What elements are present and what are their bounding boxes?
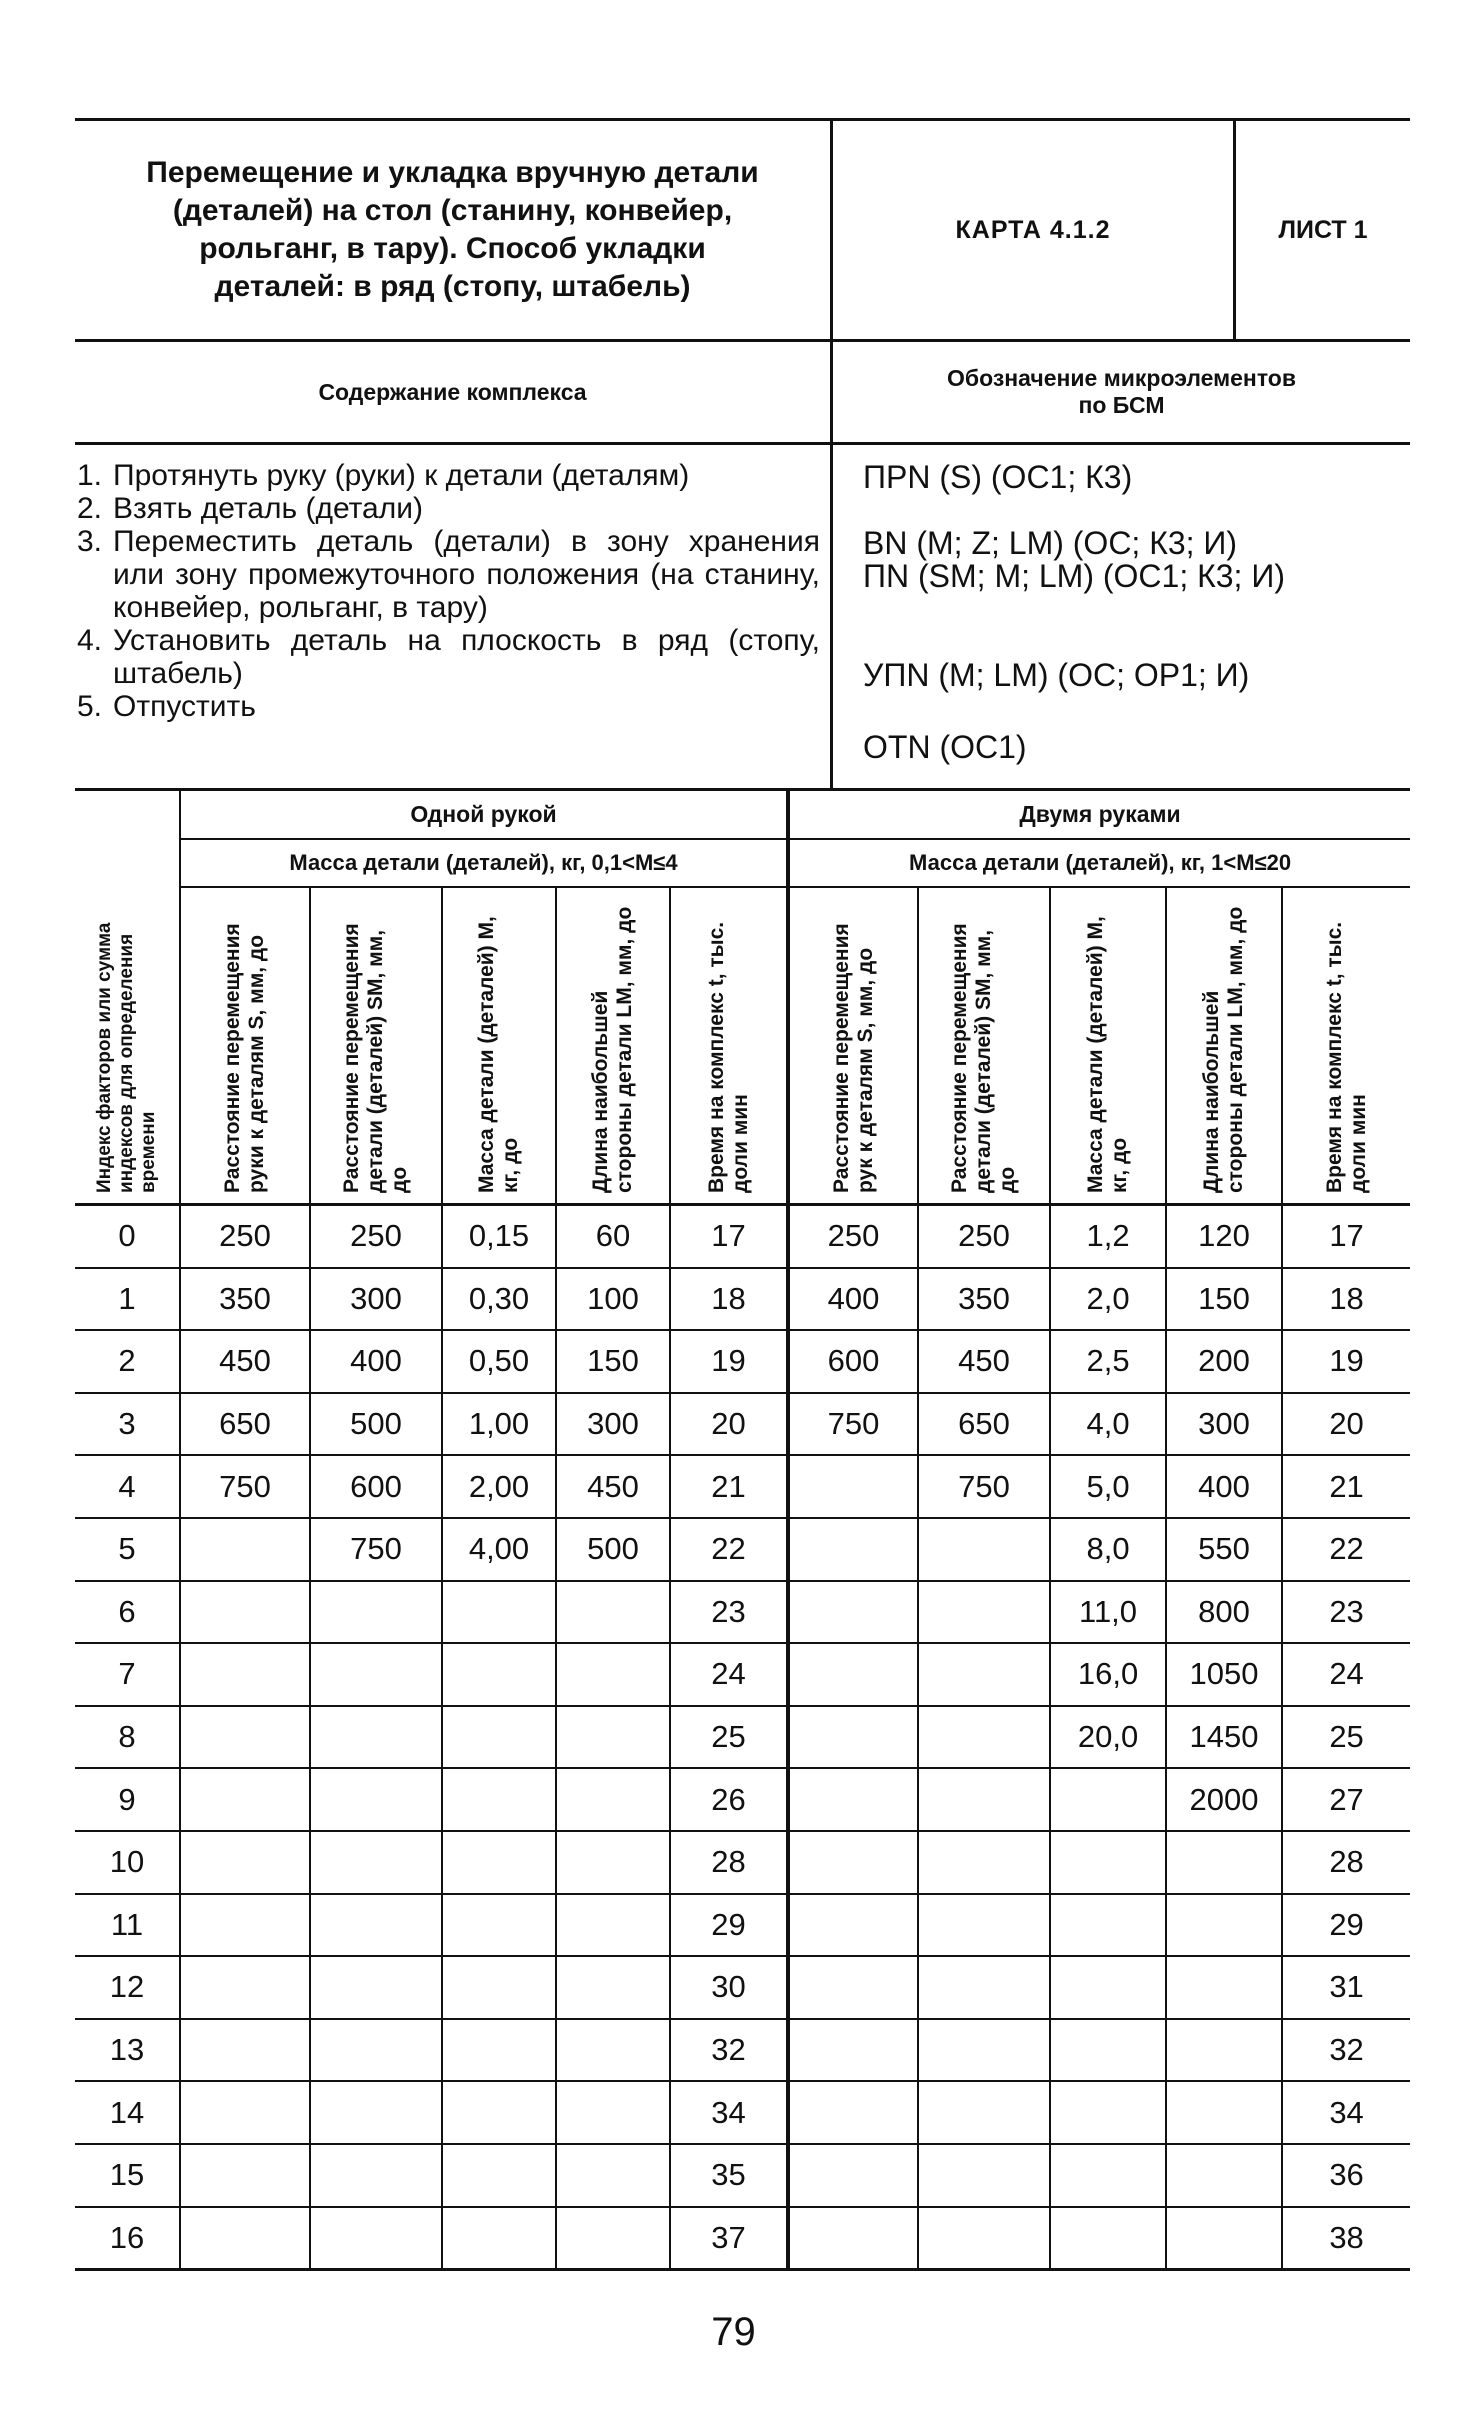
table-cell — [556, 1894, 670, 1957]
step-code: УПN (M; LM) (OC; OP1; И) — [863, 657, 1250, 693]
table-cell — [310, 1956, 442, 2019]
table-cell — [788, 1455, 918, 1518]
title-line: деталей: в ряд (стопу, штабель) — [214, 270, 691, 303]
table-cell — [1050, 1956, 1166, 2019]
table-cell: 19 — [1282, 1330, 1410, 1393]
table-row — [75, 1768, 1410, 1831]
table-cell: 60 — [556, 1205, 670, 1268]
table-cell — [180, 2019, 310, 2082]
column-header-text: Расстояние перемещения рук к деталям S, мм, до — [829, 923, 877, 1193]
table-cell: 34 — [1282, 2081, 1410, 2144]
table-row — [75, 2019, 1410, 2082]
table-cell — [788, 1831, 918, 1894]
table-cell: 450 — [180, 1330, 310, 1393]
table-cell — [310, 1581, 442, 1644]
table-cell: 32 — [1282, 2019, 1410, 2082]
table-cell: 0,15 — [442, 1205, 556, 1268]
table-cell: 38 — [1282, 2207, 1410, 2270]
table-cell: 350 — [180, 1268, 310, 1331]
table-cell — [1166, 1956, 1282, 2019]
table-cell: 27 — [1282, 1768, 1410, 1831]
step-item — [77, 690, 820, 723]
step-number: 4. — [77, 624, 103, 657]
title-line: рольганг, в тару). Способ укладки — [199, 232, 706, 265]
index-cell: 6 — [75, 1581, 180, 1644]
table-cell — [442, 1956, 556, 2019]
time-norms-table — [75, 788, 1410, 2271]
table-cell — [556, 1768, 670, 1831]
table-cell — [1166, 2019, 1282, 2082]
table-cell — [788, 1643, 918, 1706]
table-cell — [310, 2019, 442, 2082]
column-header — [918, 887, 1050, 1205]
table-cell: 34 — [670, 2081, 788, 2144]
table-cell — [442, 2019, 556, 2082]
table-cell: 31 — [1282, 1956, 1410, 2019]
index-cell: 15 — [75, 2144, 180, 2207]
table-cell — [180, 1956, 310, 2019]
table-cell: 750 — [180, 1455, 310, 1518]
table-cell: 1,00 — [442, 1393, 556, 1456]
table-cell: 250 — [180, 1205, 310, 1268]
table-cell — [788, 1518, 918, 1581]
table-cell — [442, 1643, 556, 1706]
table-cell — [918, 1894, 1050, 1957]
table-cell: 17 — [1282, 1205, 1410, 1268]
table-cell: 8,0 — [1050, 1518, 1166, 1581]
table-cell — [310, 2144, 442, 2207]
title-line: Перемещение и укладка вручную детали — [146, 156, 759, 189]
card-header — [75, 118, 1410, 339]
table-cell — [310, 1831, 442, 1894]
table-cell — [918, 1831, 1050, 1894]
table-cell: 18 — [670, 1268, 788, 1331]
column-header — [442, 887, 556, 1205]
table-cell — [180, 1518, 310, 1581]
table-cell — [180, 1894, 310, 1957]
table-row — [75, 2081, 1410, 2144]
table-cell — [180, 2144, 310, 2207]
steps-section — [75, 442, 1410, 788]
table-cell: 150 — [556, 1330, 670, 1393]
document-page — [75, 118, 1410, 2271]
table-cell: 100 — [556, 1268, 670, 1331]
column-header-text: Расстояние перемещения детали (деталей) SM, мм, до — [340, 923, 411, 1193]
content-heading: Содержание комплекса — [318, 378, 587, 405]
index-cell: 10 — [75, 1831, 180, 1894]
table-cell — [918, 2144, 1050, 2207]
table-cell — [310, 2207, 442, 2270]
table-cell: 1050 — [1166, 1643, 1282, 1706]
table-cell: 32 — [670, 2019, 788, 2082]
table-cell: 800 — [1166, 1581, 1282, 1644]
table-cell: 450 — [556, 1455, 670, 1518]
index-cell: 9 — [75, 1768, 180, 1831]
table-cell: 22 — [1282, 1518, 1410, 1581]
table-cell: 650 — [180, 1393, 310, 1456]
table-cell: 25 — [670, 1706, 788, 1769]
step-code: OTN (OC1) — [863, 729, 1027, 765]
table-cell: 35 — [670, 2144, 788, 2207]
table-cell — [1050, 2207, 1166, 2270]
table-cell: 2000 — [1166, 1768, 1282, 1831]
table-cell — [788, 2019, 918, 2082]
table-cell: 23 — [670, 1581, 788, 1644]
page-number: 79 — [711, 2310, 756, 2354]
table-cell — [310, 2081, 442, 2144]
index-cell: 1 — [75, 1268, 180, 1331]
table-cell: 350 — [918, 1268, 1050, 1331]
table-row — [75, 1455, 1410, 1518]
column-header-text: Масса детали (деталей) M, кг, до — [1084, 916, 1132, 1193]
table-cell — [1050, 2019, 1166, 2082]
table-cell: 25 — [1282, 1706, 1410, 1769]
step-text: Отпустить — [113, 690, 256, 723]
index-header-text: Индекс факторов или сумма индексов для определения времени — [94, 922, 159, 1193]
table-row — [75, 1956, 1410, 2019]
column-header-text: Расстояние перемещения руки к деталям S, мм, до — [221, 923, 268, 1193]
table-row — [75, 1330, 1410, 1393]
index-cell: 8 — [75, 1706, 180, 1769]
table-cell — [788, 1894, 918, 1957]
table-cell: 250 — [310, 1205, 442, 1268]
table-cell — [1166, 1894, 1282, 1957]
index-cell: 14 — [75, 2081, 180, 2144]
table-row — [75, 1581, 1410, 1644]
table-cell: 11,0 — [1050, 1581, 1166, 1644]
table-cell — [180, 2207, 310, 2270]
table-cell — [918, 1581, 1050, 1644]
table-cell: 150 — [1166, 1268, 1282, 1331]
table-cell: 600 — [788, 1330, 918, 1393]
table-cell — [788, 1581, 918, 1644]
index-cell: 12 — [75, 1956, 180, 2019]
subheader — [75, 339, 1410, 442]
table-cell: 24 — [1282, 1643, 1410, 1706]
index-cell: 5 — [75, 1518, 180, 1581]
codes-list — [833, 445, 1410, 788]
steps-list — [75, 445, 830, 788]
step-item — [77, 459, 820, 492]
table-row — [75, 1393, 1410, 1456]
step-item — [77, 492, 820, 525]
table-cell: 750 — [310, 1518, 442, 1581]
table-body — [75, 1205, 1410, 2270]
step-number: 2. — [77, 492, 103, 525]
column-header — [670, 887, 788, 1205]
column-header — [180, 887, 310, 1205]
step-number: 3. — [77, 525, 103, 558]
table-cell: 400 — [310, 1330, 442, 1393]
table-cell: 250 — [788, 1205, 918, 1268]
table-cell: 120 — [1166, 1205, 1282, 1268]
table-cell — [1166, 1831, 1282, 1894]
table-cell — [310, 1643, 442, 1706]
table-cell — [918, 1706, 1050, 1769]
table-cell — [180, 1581, 310, 1644]
table-cell — [1166, 2144, 1282, 2207]
table-cell: 500 — [556, 1518, 670, 1581]
table-row — [75, 1643, 1410, 1706]
step-code: BN (M; Z; LM) (OC; К3; И) — [863, 525, 1238, 561]
table-cell — [1166, 2207, 1282, 2270]
step-code: ПN (SM; M; LM) (OC1; К3; И) — [863, 558, 1285, 594]
column-header — [1282, 887, 1410, 1205]
table-cell — [310, 1768, 442, 1831]
mass-two-header: Масса детали (деталей), кг, 1<M≤20 — [788, 839, 1410, 887]
table-cell — [918, 1643, 1050, 1706]
table-cell: 21 — [670, 1455, 788, 1518]
table-cell — [556, 1956, 670, 2019]
step-code: ПРN (S) (ОС1; К3) — [863, 459, 1133, 495]
table-row — [75, 1268, 1410, 1331]
table-cell — [918, 1956, 1050, 2019]
table-cell: 28 — [1282, 1831, 1410, 1894]
table-cell: 750 — [788, 1393, 918, 1456]
step-text: Протянуть руку (руки) к детали (деталям) — [113, 459, 690, 492]
index-cell: 13 — [75, 2019, 180, 2082]
table-cell: 20,0 — [1050, 1706, 1166, 1769]
step-text: Взять деталь (детали) — [113, 492, 423, 525]
table-row — [75, 1831, 1410, 1894]
table-cell — [442, 1894, 556, 1957]
table-row — [75, 1894, 1410, 1957]
table-cell: 400 — [788, 1268, 918, 1331]
table-cell — [918, 2081, 1050, 2144]
table-cell: 20 — [1282, 1393, 1410, 1456]
table-cell: 26 — [670, 1768, 788, 1831]
column-header — [310, 887, 442, 1205]
codes-heading-line: по БСМ — [1078, 392, 1165, 418]
table-cell — [180, 2081, 310, 2144]
table-cell — [788, 2207, 918, 2270]
one-hand-header: Одной рукой — [180, 790, 788, 840]
table-row — [75, 2144, 1410, 2207]
table-cell: 500 — [310, 1393, 442, 1456]
codes-heading-line: Обозначение микроэлементов — [947, 365, 1296, 391]
table-cell: 4,0 — [1050, 1393, 1166, 1456]
table-cell — [556, 2207, 670, 2270]
table-cell: 18 — [1282, 1268, 1410, 1331]
table-row — [75, 1518, 1410, 1581]
table-cell: 0,30 — [442, 1268, 556, 1331]
step-item — [77, 525, 820, 624]
column-header-text: Длина наибольшей стороны детали LM, мм, до — [589, 906, 636, 1193]
table-cell — [556, 2144, 670, 2207]
column-header — [1166, 887, 1282, 1205]
step-text: Переместить деталь (детали) в зону хранения или зону промежуточного положения (на станину, конвейер, рольганг, в тару) — [113, 525, 820, 624]
table-cell: 5,0 — [1050, 1455, 1166, 1518]
table-cell — [442, 2144, 556, 2207]
table-cell — [442, 2207, 556, 2270]
table-cell — [442, 1831, 556, 1894]
table-cell: 2,0 — [1050, 1268, 1166, 1331]
table-cell: 650 — [918, 1393, 1050, 1456]
table-cell — [310, 1706, 442, 1769]
table-cell: 30 — [670, 1956, 788, 2019]
table-cell — [310, 1894, 442, 1957]
table-cell: 37 — [670, 2207, 788, 2270]
index-cell: 4 — [75, 1455, 180, 1518]
table-cell — [918, 1768, 1050, 1831]
table-cell — [442, 1768, 556, 1831]
table-cell: 21 — [1282, 1455, 1410, 1518]
table-cell: 23 — [1282, 1581, 1410, 1644]
title-line: (деталей) на стол (станину, конвейер, — [172, 194, 733, 227]
column-header-text: Длина наибольшей стороны детали LM, мм, до — [1200, 906, 1248, 1193]
table-cell: 550 — [1166, 1518, 1282, 1581]
index-cell: 7 — [75, 1643, 180, 1706]
table-cell: 19 — [670, 1330, 788, 1393]
table-cell — [1166, 2081, 1282, 2144]
table-row — [75, 1706, 1410, 1769]
table-cell: 20 — [670, 1393, 788, 1456]
table-cell: 28 — [670, 1831, 788, 1894]
table-cell: 600 — [310, 1455, 442, 1518]
table-cell — [556, 1831, 670, 1894]
column-header-text: Время на комплекс t, тыс. доли мин — [1322, 921, 1370, 1193]
table-cell: 400 — [1166, 1455, 1282, 1518]
table-cell: 16,0 — [1050, 1643, 1166, 1706]
table-cell — [556, 2081, 670, 2144]
table-cell: 0,50 — [442, 1330, 556, 1393]
table-cell: 2,5 — [1050, 1330, 1166, 1393]
table-cell: 17 — [670, 1205, 788, 1268]
table-cell — [788, 1956, 918, 2019]
card-number: КАРТА 4.1.2 — [955, 215, 1111, 244]
table-cell — [442, 1581, 556, 1644]
index-cell: 0 — [75, 1205, 180, 1268]
table-cell — [788, 2081, 918, 2144]
mass-one-header: Масса детали (деталей), кг, 0,1<M≤4 — [180, 839, 788, 887]
table-cell — [918, 2019, 1050, 2082]
table-cell: 1,2 — [1050, 1205, 1166, 1268]
index-cell: 11 — [75, 1894, 180, 1957]
table-cell: 2,00 — [442, 1455, 556, 1518]
index-cell: 3 — [75, 1393, 180, 1456]
card-title — [75, 121, 830, 339]
table-cell — [1050, 1894, 1166, 1957]
table-cell: 250 — [918, 1205, 1050, 1268]
table-cell: 300 — [556, 1393, 670, 1456]
table-row — [75, 2207, 1410, 2270]
column-header — [556, 887, 670, 1205]
table-cell — [1050, 1768, 1166, 1831]
table-cell — [1050, 1831, 1166, 1894]
table-cell — [180, 1706, 310, 1769]
column-header-text: Расстояние перемещения детали (деталей) SM, мм, до — [948, 923, 1020, 1193]
table-row — [75, 1205, 1410, 1268]
sheet-number: ЛИСТ 1 — [1278, 215, 1368, 244]
step-text: Установить деталь на плоскость в ряд (стопу, штабель) — [113, 624, 820, 690]
two-hands-header: Двумя руками — [788, 790, 1410, 840]
table-cell — [918, 2207, 1050, 2270]
column-header — [788, 887, 918, 1205]
table-cell: 29 — [670, 1894, 788, 1957]
table-cell: 300 — [1166, 1393, 1282, 1456]
table-cell: 22 — [670, 1518, 788, 1581]
table-cell — [442, 1706, 556, 1769]
table-cell — [788, 2144, 918, 2207]
table-cell — [788, 1706, 918, 1769]
table-cell — [180, 1831, 310, 1894]
table-cell — [442, 2081, 556, 2144]
index-cell: 16 — [75, 2207, 180, 2270]
table-cell: 300 — [310, 1268, 442, 1331]
codes-heading — [833, 342, 1410, 442]
table-cell — [556, 1581, 670, 1644]
step-number: 1. — [77, 459, 103, 492]
index-column-header — [75, 790, 180, 1205]
index-cell: 2 — [75, 1330, 180, 1393]
table-cell: 200 — [1166, 1330, 1282, 1393]
table-cell — [918, 1518, 1050, 1581]
table-cell: 29 — [1282, 1894, 1410, 1957]
column-header-text: Масса детали (деталей) M, кг, до — [475, 916, 522, 1193]
column-header-text: Время на комплекс t, тыс. доли мин — [704, 921, 752, 1193]
table-cell — [180, 1768, 310, 1831]
table-cell — [556, 1643, 670, 1706]
step-item — [77, 624, 820, 690]
table-cell — [556, 2019, 670, 2082]
table-cell: 450 — [918, 1330, 1050, 1393]
table-cell: 36 — [1282, 2144, 1410, 2207]
table-cell: 24 — [670, 1643, 788, 1706]
table-cell — [1050, 2081, 1166, 2144]
table-cell — [788, 1768, 918, 1831]
table-cell: 4,00 — [442, 1518, 556, 1581]
table-cell — [556, 1706, 670, 1769]
table-cell — [180, 1643, 310, 1706]
column-header — [1050, 887, 1166, 1205]
step-number: 5. — [77, 690, 103, 723]
table-cell: 1450 — [1166, 1706, 1282, 1769]
table-cell: 750 — [918, 1455, 1050, 1518]
table-cell — [1050, 2144, 1166, 2207]
